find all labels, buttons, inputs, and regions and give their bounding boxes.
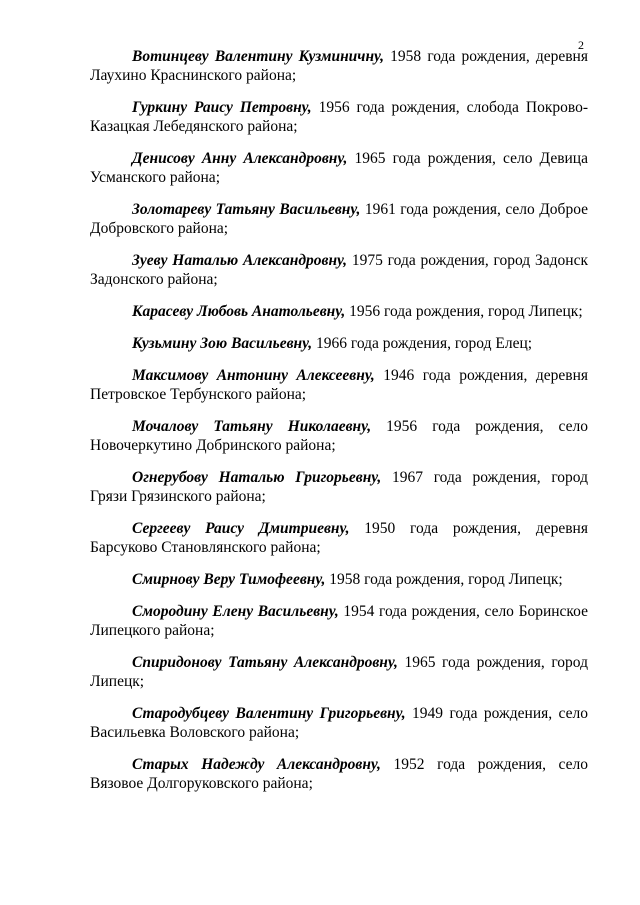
list-item	[90, 755, 588, 793]
recipient-details: 1956 года рождения, слобода Покрово-Казацкая Лебедянского района;	[90, 99, 588, 135]
recipient-name: Зуеву Наталью Александровну,	[132, 252, 348, 269]
recipient-details: 1949 года рождения, село Васильевка Воловского района;	[90, 705, 588, 741]
recipient-details: 1975 года рождения, город Задонск Задонского района;	[90, 252, 588, 288]
list-item	[90, 302, 588, 321]
recipient-name: Золотареву Татьяну Васильевну,	[132, 201, 361, 218]
recipient-details: 1956 года рождения, село Новочеркутино Добринского района;	[90, 418, 588, 454]
list-item	[90, 98, 588, 136]
recipient-name: Смородину Елену Васильевну,	[132, 603, 339, 620]
recipient-name: Кузьмину Зою Васильевну,	[132, 335, 313, 352]
list-item	[90, 570, 588, 589]
recipient-details: 1961 года рождения, село Доброе Добровского района;	[90, 201, 589, 237]
recipient-details: 1967 года рождения, город Грязи Грязинского района;	[90, 469, 588, 505]
list-item	[90, 366, 588, 404]
recipient-name: Огнерубову Наталью Григорьевну,	[132, 469, 382, 486]
recipient-name: Смирнову Веру Тимофеевну,	[132, 571, 326, 588]
list-item	[90, 519, 588, 557]
page-number: 2	[578, 38, 584, 52]
recipient-details: 1956 года рождения, город Липецк;	[345, 303, 583, 320]
list-item	[90, 47, 588, 85]
list-item	[90, 704, 588, 742]
recipient-details: 1966 года рождения, город Елец;	[312, 335, 533, 352]
recipient-details: 1954 года рождения, село Боринское Липецкого района;	[90, 603, 588, 639]
list-item	[90, 653, 588, 691]
list-item	[90, 417, 588, 455]
list-item	[90, 334, 588, 353]
list-item	[90, 468, 588, 506]
recipient-name: Старых Надежду Александровну,	[132, 756, 381, 773]
recipient-details: 1958 года рождения, деревня Лаухино Краснинского района;	[90, 48, 588, 84]
recipient-name: Гуркину Раису Петровну,	[132, 99, 312, 116]
recipient-details: 1946 года рождения, деревня Петровское Тербунского района;	[90, 367, 588, 403]
recipient-details: 1965 года рождения, город Липецк;	[90, 654, 588, 690]
award-recipients-list	[90, 47, 588, 806]
list-item	[90, 149, 588, 187]
list-item	[90, 251, 588, 289]
recipient-name: Денисову Анну Александровну,	[132, 150, 348, 167]
recipient-details: 1952 года рождения, село Вязовое Долгоруковского района;	[90, 756, 588, 792]
recipient-name: Вотинцеву Валентину Кузминичну,	[132, 48, 385, 65]
recipient-details: 1958 года рождения, город Липецк;	[325, 571, 563, 588]
recipient-name: Сергееву Раису Дмитриевну,	[132, 520, 350, 537]
recipient-name: Спиридонову Татьяну Александровну,	[132, 654, 398, 671]
recipient-details: 1950 года рождения, деревня Барсуково Становлянского района;	[90, 520, 588, 556]
recipient-name: Мочалову Татьяну Николаевну,	[132, 418, 372, 435]
list-item	[90, 602, 588, 640]
recipient-name: Стародубцеву Валентину Григорьевну,	[132, 705, 406, 722]
list-item	[90, 200, 588, 238]
recipient-name: Карасеву Любовь Анатольевну,	[132, 303, 346, 320]
recipient-details: 1965 года рождения, село Девица Усманского района;	[90, 150, 588, 186]
recipient-name: Максимову Антонину Алексеевну,	[132, 367, 375, 384]
